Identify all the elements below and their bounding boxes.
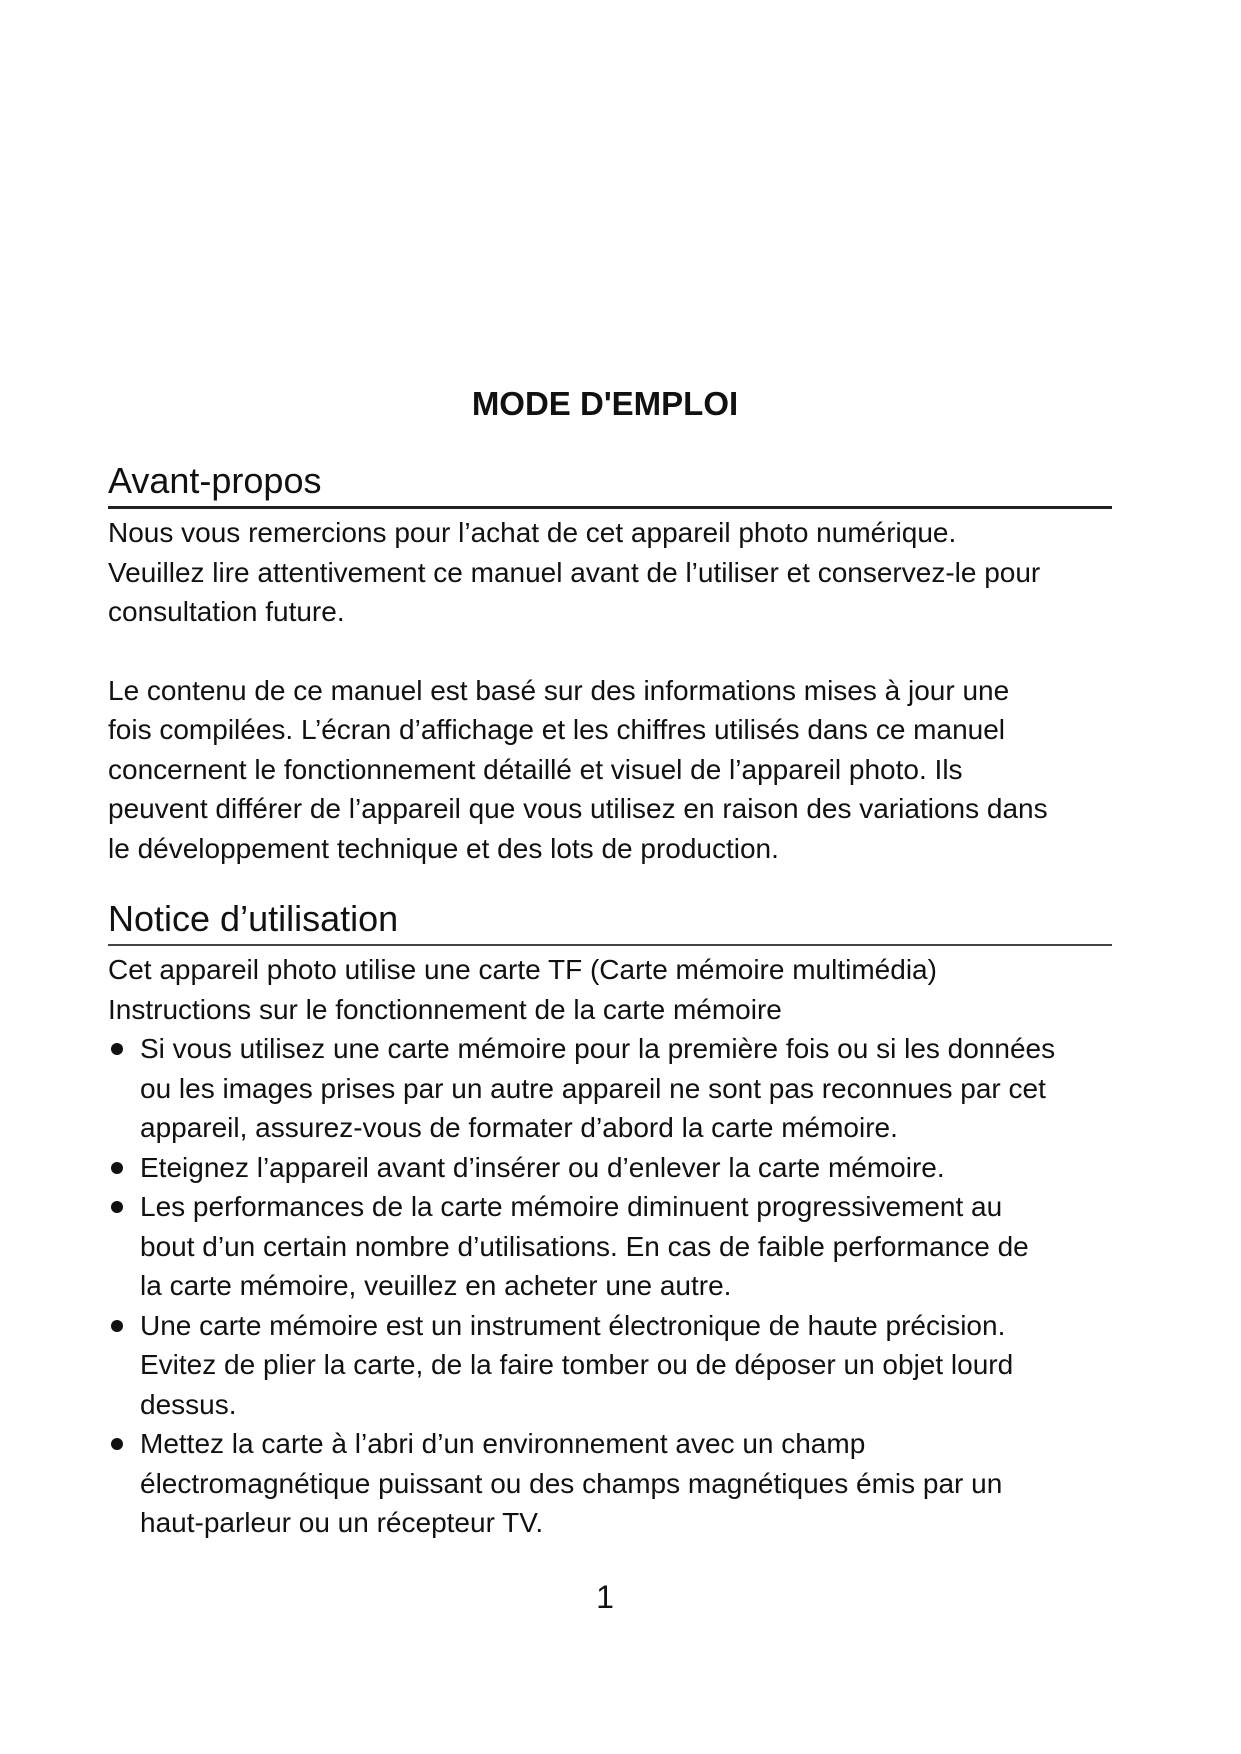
- text-line: Cet appareil photo utilise une carte TF (Carte mémoire multimédia): [108, 954, 937, 985]
- list-item: [108, 1148, 1112, 1188]
- text-line: Mettez la carte à l’abri d’un environnement avec un champ: [140, 1428, 866, 1459]
- bullet-icon: [111, 1043, 123, 1055]
- foreword-paragraph-1: [108, 513, 1112, 632]
- list-item: [108, 1029, 1112, 1148]
- bullet-icon: [111, 1438, 123, 1450]
- section-heading-foreword: Avant-propos: [108, 460, 322, 501]
- text-line: Evitez de plier la carte, de la faire tomber ou de déposer un objet lourd: [140, 1349, 1014, 1380]
- section-foreword: [108, 460, 1112, 868]
- section-usage: [108, 898, 1112, 1543]
- text-line: Instructions sur le fonctionnement de la carte mémoire: [108, 993, 782, 1025]
- page-number: 1: [596, 1579, 614, 1615]
- text-line: Les performances de la carte mémoire diminuent progressivement au: [140, 1191, 1003, 1222]
- document-title: MODE D'EMPLOI: [471, 385, 739, 422]
- text-line: le développement technique et des lots de production.: [108, 832, 779, 864]
- usage-intro: [108, 950, 1112, 1029]
- text-line: fois compilées. L’écran d’affichage et les chiffres utilisés dans ce manuel: [108, 714, 1006, 745]
- text-line: consultation future.: [108, 596, 345, 627]
- text-line: Si vous utilisez une carte mémoire pour la première fois ou si les données: [140, 1033, 1056, 1064]
- section-heading-usage: Notice d’utilisation: [108, 898, 399, 939]
- bullet-icon: [111, 1162, 123, 1174]
- text-line: bout d’un certain nombre d’utilisations. En cas de faible performance de: [140, 1230, 1029, 1262]
- bullet-icon: [111, 1201, 123, 1213]
- text-line: appareil, assurez-vous de formater d’abord la carte mémoire.: [140, 1112, 898, 1143]
- text-line: concernent le fonctionnement détaillé et visuel de l’appareil photo. Ils: [108, 753, 963, 785]
- text-line: Veuillez lire attentivement ce manuel avant de l’utiliser et conservez-le pour: [108, 556, 1041, 588]
- text-line: Nous vous remercions pour l’achat de cet appareil photo numérique.: [108, 517, 957, 548]
- text-line: dessus.: [140, 1388, 237, 1420]
- text-line: Eteignez l’appareil avant d’insérer ou d’enlever la carte mémoire.: [140, 1151, 945, 1183]
- text-line: la carte mémoire, veuillez en acheter une autre.: [140, 1270, 732, 1301]
- list-item: [108, 1187, 1112, 1306]
- text-line: haut-parleur ou un récepteur TV.: [140, 1507, 544, 1538]
- text-line: ou les images prises par un autre appareil ne sont pas reconnues par cet: [140, 1072, 1046, 1104]
- text-line: peuvent différer de l’appareil que vous utilisez en raison des variations dans: [108, 793, 1048, 824]
- text-line: Le contenu de ce manuel est basé sur des informations mises à jour une: [108, 674, 1010, 706]
- usage-bullet-list: [108, 1029, 1112, 1543]
- text-line: électromagnétique puissant ou des champs magnétiques émis par un: [140, 1467, 1003, 1499]
- foreword-paragraph-2: [108, 671, 1112, 869]
- list-item: [108, 1306, 1112, 1425]
- text-line: Une carte mémoire est un instrument électronique de haute précision.: [140, 1309, 1006, 1341]
- bullet-icon: [111, 1320, 123, 1332]
- list-item: [108, 1424, 1112, 1543]
